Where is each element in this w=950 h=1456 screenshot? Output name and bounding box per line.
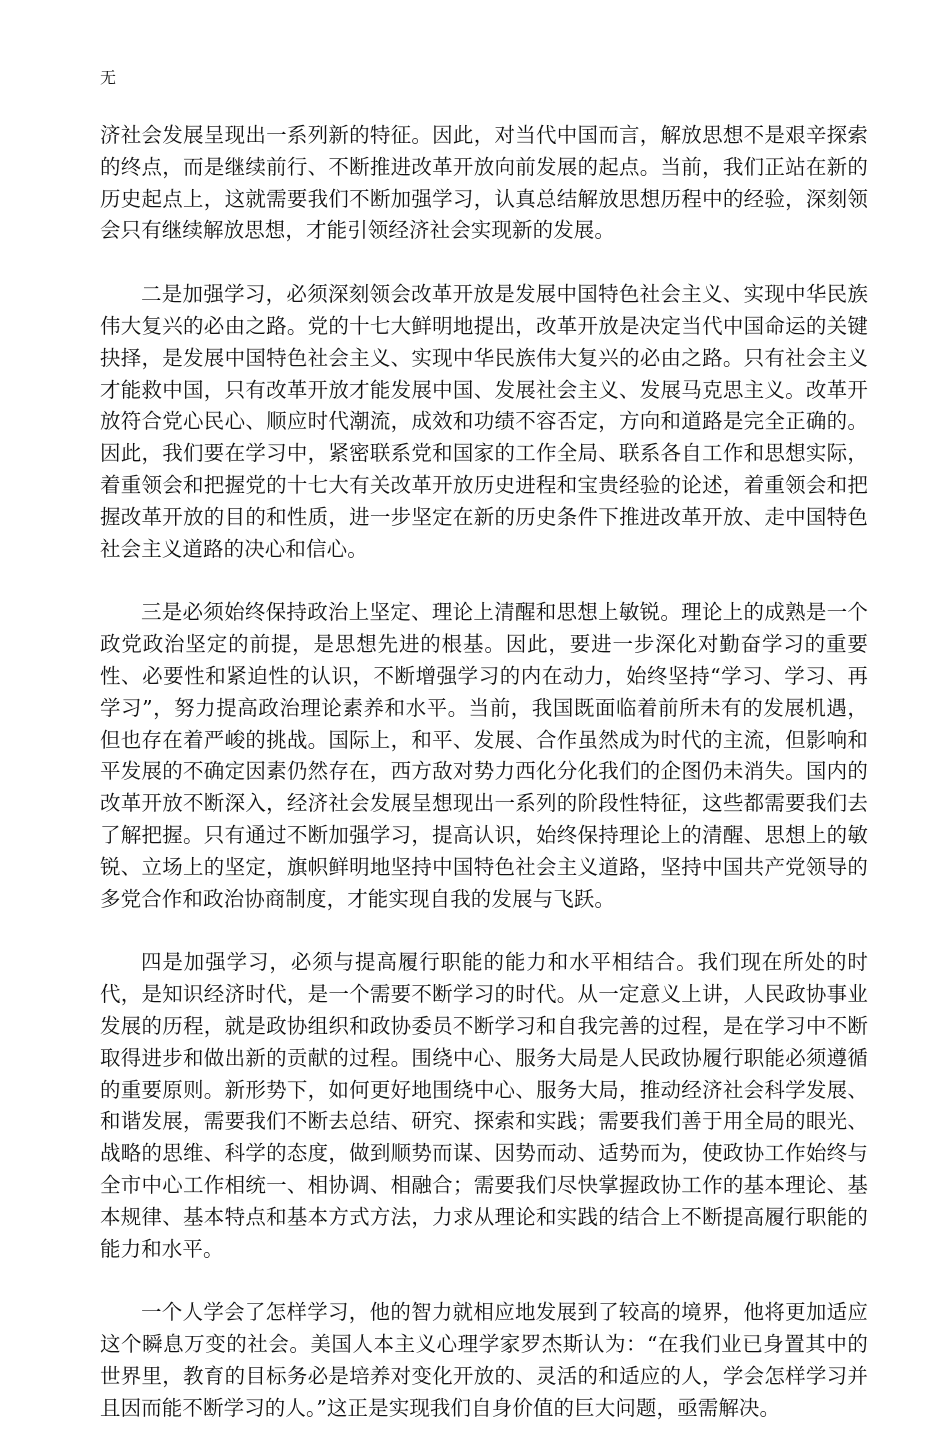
page-header: 无	[100, 68, 117, 87]
paragraph-point-two: 二是加强学习，必须深刻领会改革开放是发展中国特色社会主义、实现中华民族伟大复兴的必由之路。党的十七大鲜明地提出，改革开放是决定当代中国命运的关键抉择，是发展中国特色社会主义、实现中华民族伟大复兴的必由之路。只有社会主义才能救中国，只有改革开放才能发展中国、发展社会主义、发展马克思主义。改革开放符合党心民心、顺应时代潮流，成效和功绩不容否定，方向和道路是完全正确的。因此，我们要在学习中，紧密联系党和国家的工作全局、联系各自工作和思想实际，着重领会和把握党的十七大有关改革开放历史进程和宝贵经验的论述，着重领会和把握改革开放的目的和性质，进一步坚定在新的历史条件下推进改革开放、走中国特色社会主义道路的决心和信心。	[100, 282, 868, 561]
paragraph-continuation: 济社会发展呈现出一系列新的特征。因此，对当代中国而言，解放思想不是艰辛探索的终点，而是继续前行、不断推进改革开放向前发展的起点。当前，我们正站在新的历史起点上，这就需要我们不断加强学习，认真总结解放思想历程中的经验，深刻领会只有继续解放思想，才能引领经济社会实现新的发展。	[100, 123, 868, 243]
paragraph-point-three: 三是必须始终保持政治上坚定、理论上清醒和思想上敏锐。理论上的成熟是一个政党政治坚定的前提，是思想先进的根基。因此，要进一步深化对勤奋学习的重要性、必要性和紧迫性的认识，不断增强学习的内在动力，始终坚持“学习、学习、再学习”，努力提高政治理论素养和水平。当前，我国既面临着前所未有的发展机遇，但也存在着严峻的挑战。国际上，和平、发展、合作虽然成为时代的主流，但影响和平发展的不确定因素仍然存在，西方敌对势力西化分化我们的企图仍未消失。国内的改革开放不断深入，经济社会发展呈想现出一系列的阶段性特征，这些都需要我们去了解把握。只有通过不断加强学习，提高认识，始终保持理论上的清醒、思想上的敏锐、立场上的坚定，旗帜鲜明地坚持中国特色社会主义道路，坚持中国共产党领导的多党合作和政治协商制度，才能实现自我的发展与飞跃。	[100, 600, 868, 911]
paragraph-conclusion: 一个人学会了怎样学习，他的智力就相应地发展到了较高的境界，他将更加适应这个瞬息万变的社会。美国人本主义心理学家罗杰斯认为：“在我们业已身置其中的世界里，教育的目标务必是培养对变化开放的、灵活的和适应的人，学会怎样学习并且因而能不断学习的人。”这正是实现我们自身价值的巨大问题，亟需解决。	[100, 1300, 868, 1420]
paragraph-point-four: 四是加强学习，必须与提高履行职能的能力和水平相结合。我们现在所处的时代，是知识经济时代，是一个需要不断学习的时代。从一定意义上讲，人民政协事业发展的历程，就是政协组织和政协委员不断学习和自我完善的过程，是在学习中不断取得进步和做出新的贡献的过程。围绕中心、服务大局是人民政协履行职能必须遵循的重要原则。新形势下，如何更好地围绕中心、服务大局，推动经济社会科学发展、和谐发展，需要我们不断去总结、研究、探索和实践；需要我们善于用全局的眼光、战略的思维、科学的态度，做到顺势而谋、因势而动、适势而为，使政协工作始终与全市中心工作相统一、相协调、相融合；需要我们尽快掌握政协工作的基本理论、基本规律、基本特点和基本方式方法，力求从理论和实践的结合上不断提高履行职能的能力和水平。	[100, 950, 868, 1261]
document-body	[100, 120, 868, 1456]
